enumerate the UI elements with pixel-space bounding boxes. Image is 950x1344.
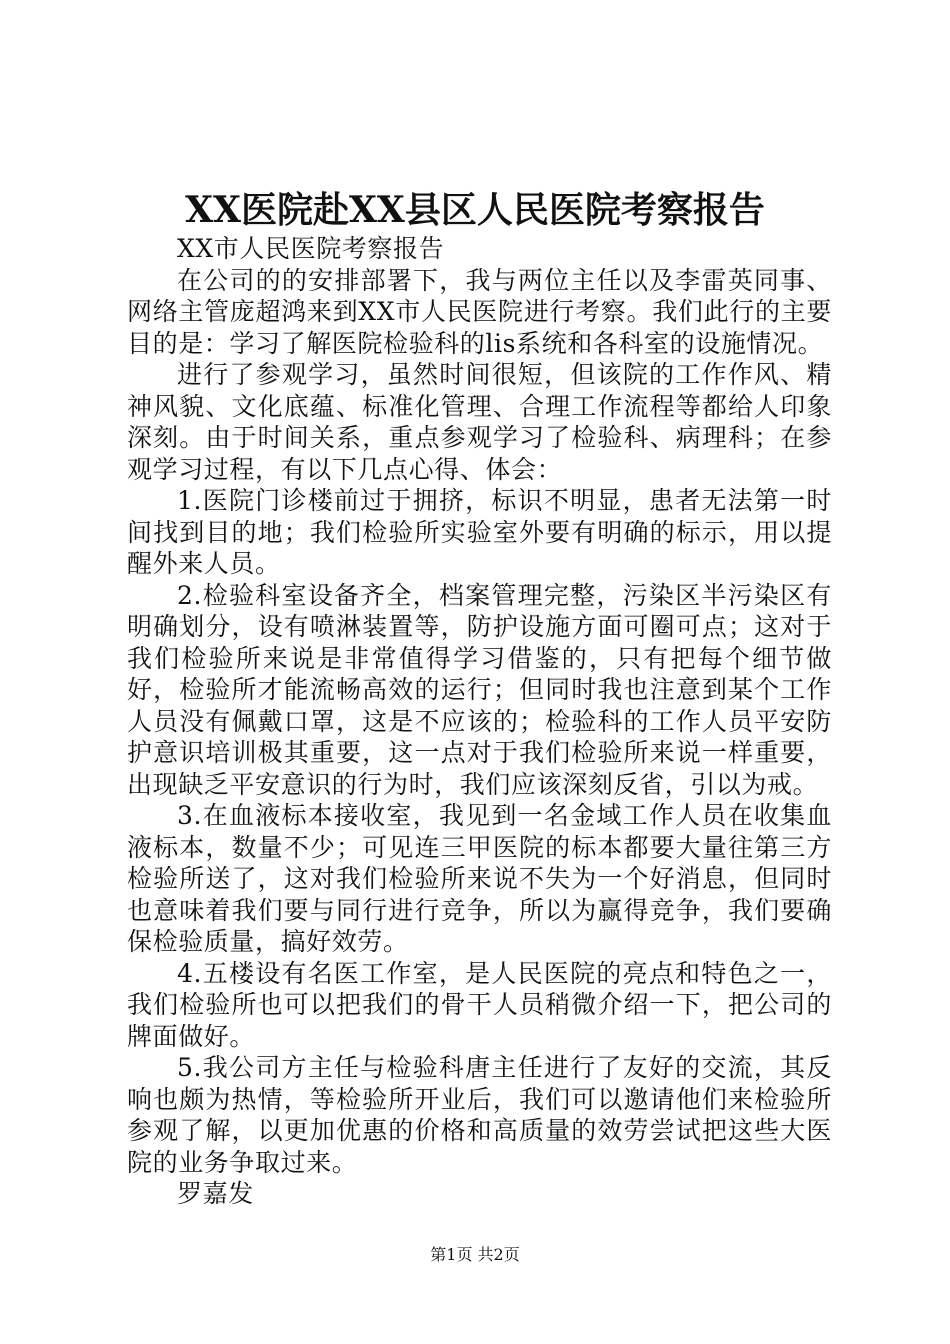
document-title: XX医院赴XX县区人民医院考察报告: [185, 189, 765, 231]
paragraph-point-3: 3.在血液标本接收室，我见到一名金域工作人员在收集血液标本，数量不少；可见连三甲医院的标本都要大量往第三方检验所送了，这对我们检验所来说不失为一个好消息，但同时也意味着我们要与同行进行竞争，所以为赢得竞争，我们要确保检验质量，搞好效劳。: [127, 801, 832, 956]
paragraph-intro: 在公司的的安排部署下，我与两位主任以及李雷英同事、网络主管庞超鸿来到XX市人民医院进行考察。我们此行的主要目的是：学习了解医院检验科的lis系统和各科室的设施情况。: [127, 265, 832, 358]
paragraph-point-1: 1.医院门诊楼前过于拥挤，标识不明显，患者无法第一时间找到目的地；我们检验所实验室外要有明确的标示，用以提醒外来人员。: [127, 486, 832, 578]
paragraph-point-4: 4.五楼设有名医工作室，是人民医院的亮点和特色之一，我们检验所也可以把我们的骨干人员稍微介绍一下，把公司的牌面做好。: [127, 958, 832, 1051]
document-body: [127, 233, 832, 1210]
page-footer: 第1页 共2页: [430, 1245, 520, 1264]
author-signature: 罗嘉发: [177, 1179, 254, 1208]
paragraph-point-5: 5.我公司方主任与检验科唐主任进行了友好的交流，其反响也颇为热情，等检验所开业后，我们可以邀请他们来检验所参观了解，以更加优惠的价格和高质量的效劳尝试把这些大医院的业务争取过来。: [127, 1053, 832, 1177]
paragraph-point-2: 2.检验科室设备齐全，档案管理完整，污染区半污染区有明确划分，设有喷淋装置等，防护设施方面可圈可点；这对于我们检验所来说是非常值得学习借鉴的，只有把每个细节做好，检验所才能流畅高效的运行；但同时我也注意到某个工作人员没有佩戴口罩，这是不应该的；检验科的工作人员平安防护意识培训极其重要，这一点对于我们检验所来说一样重要，出现缺乏平安意识的行为时，我们应该深刻反省，引以为戒。: [127, 580, 832, 799]
paragraph-subtitle: XX市人民医院考察报告: [177, 234, 445, 263]
paragraph-overview: 进行了参观学习，虽然时间很短，但该院的工作作风、精神风貌、文化底蕴、标准化管理、合理工作流程等都给人印象深刻。由于时间关系，重点参观学习了检验科、病理科；在参观学习过程，有以下几点心得、体会：: [127, 360, 832, 484]
